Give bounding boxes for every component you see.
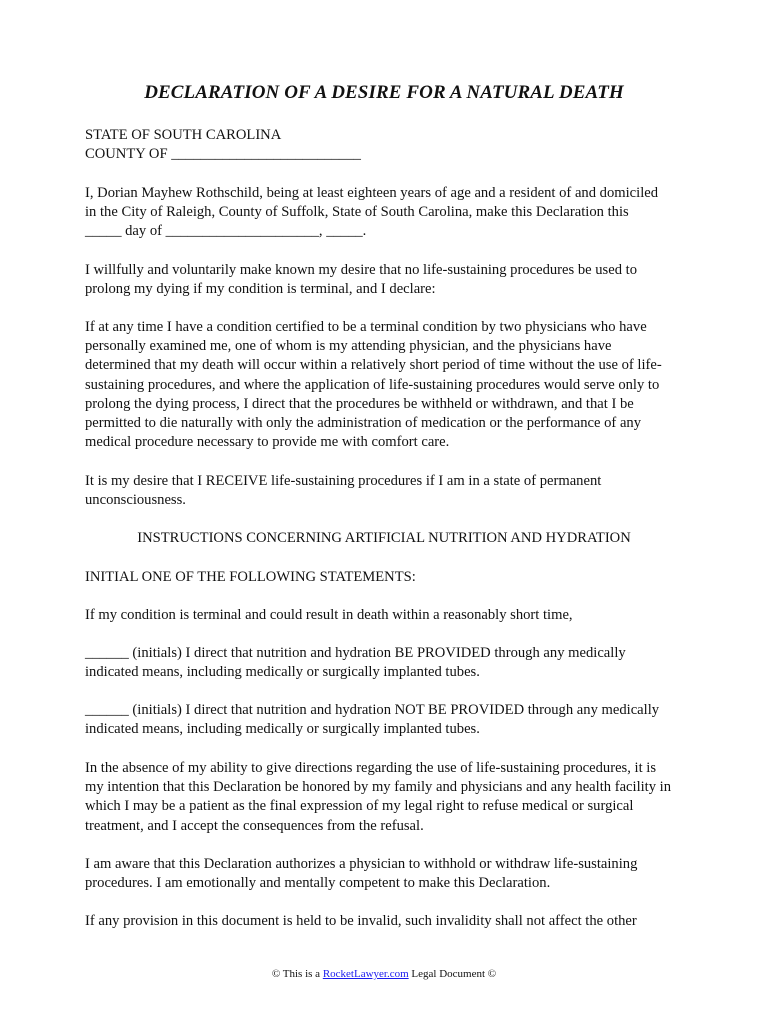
paragraph-line: If any provision in this document is held to be invalid, such invalidity shall not affect the other: [85, 913, 637, 929]
paragraph-line: in the City of Raleigh, County of Suffolk, State of South Carolina, make this Declaration this: [85, 204, 629, 221]
receive-paragraph: [85, 472, 685, 510]
paragraph-line: which I may be a patient as the final expression of my legal right to refuse medical or surgical: [85, 798, 634, 815]
paragraph-line: prolong the dying process, I direct that the procedures be withheld or withdrawn, and that I be: [85, 395, 634, 412]
paragraph-line: ______ (initials) I direct that nutrition and hydration BE PROVIDED through any medically: [85, 645, 626, 661]
willful-paragraph: [85, 261, 685, 299]
paragraph-line: personally examined me, one of whom is my attending physician, and the physicians have: [85, 338, 612, 355]
county-line: COUNTY OF __________________________: [85, 146, 361, 163]
terminal-condition-paragraph: [85, 318, 685, 452]
paragraph-line: I willfully and voluntarily make known my desire that no life-sustaining procedures be used to: [85, 262, 638, 278]
absence-paragraph: [85, 759, 685, 836]
paragraph-line: It is my desire that I RECEIVE life-sustaining procedures if I am in a state of permanent: [85, 473, 602, 489]
rocketlawyer-link[interactable]: RocketLawyer.com: [322, 968, 409, 980]
condition-paragraph: If my condition is terminal and could result in death within a reasonably short time,: [85, 607, 573, 623]
footer-prefix: © This is a: [271, 968, 323, 980]
paragraph-line: sustaining procedures, and where the application of life-sustaining procedures would serve only to: [85, 376, 660, 393]
aware-paragraph: [85, 855, 685, 893]
paragraph-line: treatment, and I accept the consequences from the refusal.: [85, 817, 424, 834]
paragraph-line: I, Dorian Mayhew Rothschild, being at least eighteen years of age and a resident of and domiciled: [85, 185, 659, 201]
provision-paragraph: [85, 912, 685, 931]
footer: [0, 967, 768, 981]
paragraph-line: medical procedure necessary to provide me with comfort care.: [85, 434, 450, 451]
state-line: STATE OF SOUTH CAROLINA: [85, 127, 282, 143]
paragraph-line: If at any time I have a condition certified to be a terminal condition by two physicians who have: [85, 319, 647, 335]
paragraph-line: permitted to die naturally with only the administration of medication or the performance of any: [85, 415, 642, 432]
paragraph-line: indicated means, including medically or surgically implanted tubes.: [85, 721, 480, 738]
instructions-heading: INSTRUCTIONS CONCERNING ARTIFICIAL NUTRITION AND HYDRATION: [137, 530, 631, 546]
paragraph-line: prolong my dying if my condition is terminal, and I declare:: [85, 281, 436, 298]
document-title: DECLARATION OF A DESIRE FOR A NATURAL DEATH: [144, 82, 624, 103]
paragraph-line: indicated means, including medically or surgically implanted tubes.: [85, 664, 480, 681]
option-not-be-provided: [85, 701, 685, 739]
intro-paragraph: [85, 184, 685, 242]
initial-heading: INITIAL ONE OF THE FOLLOWING STATEMENTS:: [85, 569, 416, 585]
paragraph-line: unconsciousness.: [85, 492, 186, 509]
option-be-provided: [85, 644, 685, 682]
paragraph-line: determined that my death will occur within a relatively short period of time without the use of life-: [85, 357, 662, 374]
jurisdiction-block: [85, 126, 685, 164]
paragraph-line: my intention that this Declaration be honored by my family and physicians and any health facility in: [85, 779, 672, 796]
paragraph-line: procedures. I am emotionally and mentally competent to make this Declaration.: [85, 875, 551, 892]
paragraph-line: I am aware that this Declaration authorizes a physician to withhold or withdraw life-sustaining: [85, 856, 638, 872]
footer-suffix: Legal Document ©: [408, 968, 497, 980]
paragraph-line: In the absence of my ability to give directions regarding the use of life-sustaining procedures, it is: [85, 760, 657, 776]
paragraph-line: _____ day of _____________________, _____.: [85, 223, 367, 240]
paragraph-line: ______ (initials) I direct that nutrition and hydration NOT BE PROVIDED through any medically: [85, 702, 660, 718]
